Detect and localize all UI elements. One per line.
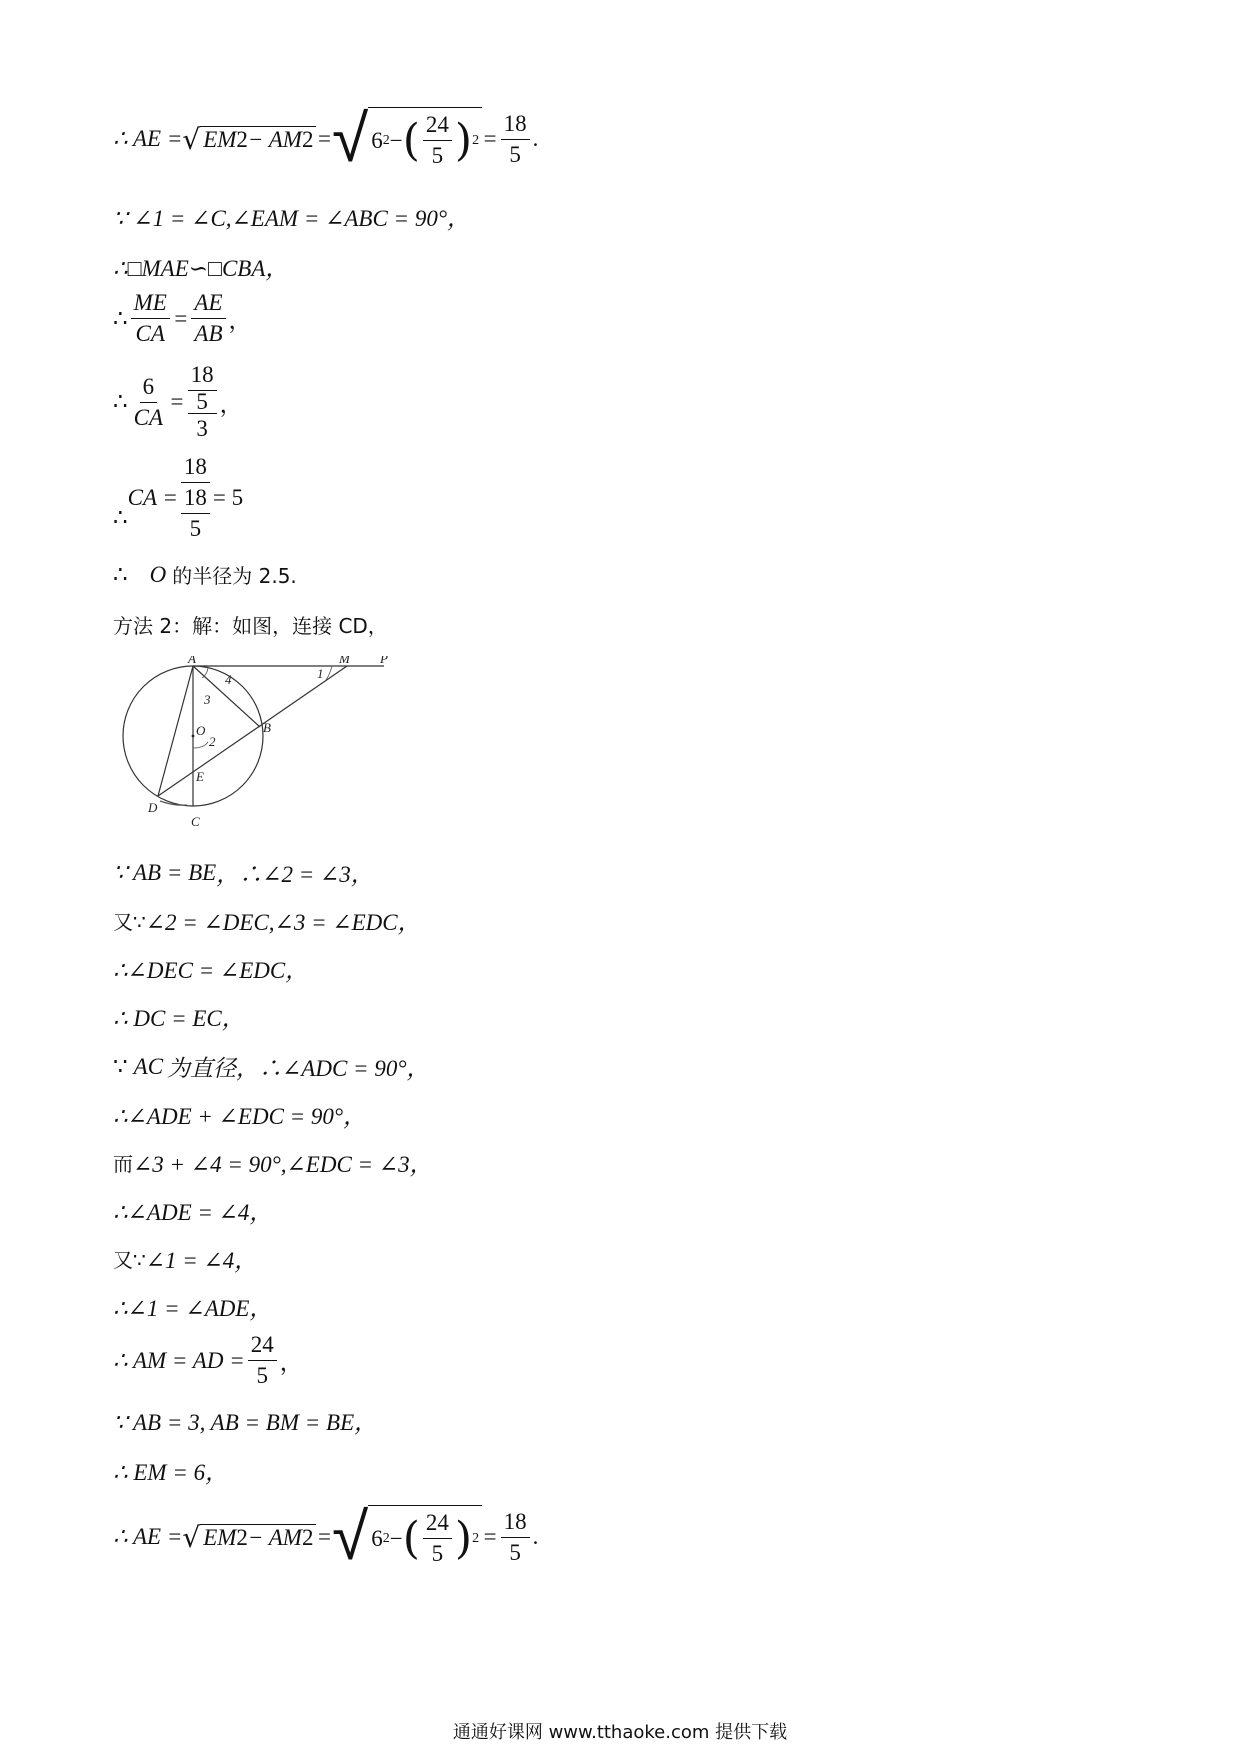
step-substitute: ∴ $\frac{6}{CA}$ = $\frac{\frac{18}{5}}{3}$ ， xyxy=(113,360,243,444)
fraction-18-5-b: $\frac{18}{5}$ xyxy=(501,1507,530,1568)
radical-sign-large: √ xyxy=(332,100,369,177)
label-angle-2: 2 xyxy=(209,734,216,749)
arc-angle-2 xyxy=(193,742,208,748)
step-radius: ∴ O 的半径为 2.5. xyxy=(113,561,297,588)
step-angle-dec: 又∵ ∠2 = ∠DEC,∠3 = ∠EDC， xyxy=(113,910,421,935)
fraction-6-ca: $\frac{6}{CA}$ xyxy=(133,373,164,430)
label-m: M xyxy=(339,656,350,666)
center-dot xyxy=(192,735,195,738)
label-e: E xyxy=(196,769,204,784)
radical-sign: √ xyxy=(182,1520,201,1554)
fraction-24-5-am: $\frac{24}{5}$ xyxy=(248,1330,277,1391)
compound-fraction-ca: $\frac{18}{\frac{18}{5}}$ xyxy=(181,452,210,544)
step-ab-bm-be: ∵ AB = 3, AB = BM = BE， xyxy=(113,1410,378,1435)
segment-dm xyxy=(158,666,347,796)
equation-ae-2: ∴ AE = √ EM 2 − AM 2 = √ 6 2 − ( $\frac{24}{5}$ ) 2 = $\frac{18}{5}$ . xyxy=(113,1498,539,1575)
step-ade-edc: ∴∠ADE + ∠EDC = 90°， xyxy=(113,1104,367,1129)
method-2-heading: 方法 2：解：如图，连接 CD， xyxy=(113,614,388,638)
step-ratio: ∴ $\frac{ME}{CA}$ = $\frac{AE}{AB}$ ， xyxy=(113,288,252,349)
fraction-ae-ab: $\frac{AE}{AB}$ xyxy=(191,288,225,349)
segment-ad xyxy=(158,666,193,796)
sqrt-6-minus: √ 6 2 − ( $\frac{24}{5}$ ) 2 xyxy=(332,106,482,172)
step-ca-value: ∴ CA = $\frac{18}{\frac{18}{5}}$ = 5 xyxy=(113,452,243,544)
radical-sign: √ xyxy=(182,122,201,156)
step-diameter: ∵ AC 为直径，∴∠ADC = 90°， xyxy=(113,1053,430,1081)
step-dc-ec: ∴ DC = EC， xyxy=(113,1006,245,1031)
sqrt-6-minus-2: √ 6 2 − ( $\frac{24}{5}$ ) 2 xyxy=(332,1504,482,1570)
fraction-24-5-b: $\frac{24}{5}$ xyxy=(423,1508,452,1569)
label-angle-1: 1 xyxy=(317,666,324,681)
label-angle-3: 3 xyxy=(204,692,211,707)
step-angle-equal: ∵ ∠1 = ∠C,∠EAM = ∠ABC = 90°， xyxy=(113,206,471,231)
step-em: ∴ EM = 6， xyxy=(113,1460,229,1485)
label-a: A xyxy=(188,656,196,666)
radical-sign-large: √ xyxy=(332,1498,369,1575)
geometry-figure xyxy=(112,656,402,840)
fraction-me-ca: $\frac{ME}{CA}$ xyxy=(131,288,170,349)
equation-ae-1: ∴ AE = √ EM 2 − AM 2 = √ 6 2 − ( $\frac{24}{5}$ ) 2 = $\frac{18}{5}$ . xyxy=(113,100,539,177)
step-angle-1-4: 又∵ ∠1 = ∠4， xyxy=(113,1248,258,1273)
label-angle-4: 4 xyxy=(225,672,232,687)
step-similar-triangles: ∴□MAE∽□CBA， xyxy=(113,256,289,281)
step-dec-edc: ∴∠DEC = ∠EDC， xyxy=(113,958,309,983)
step-angle-1-ade: ∴∠1 = ∠ADE， xyxy=(113,1296,273,1321)
sqrt-em-am: √ EM 2 − AM 2 xyxy=(182,123,316,156)
footer-source: 通通好课网 www.tthaoke.com 提供下载 xyxy=(452,1722,788,1743)
label-b: B xyxy=(263,720,271,735)
compound-fraction: $\frac{\frac{18}{5}}{3}$ xyxy=(188,360,217,444)
step-ade-4: ∴∠ADE = ∠4， xyxy=(113,1200,273,1225)
step-am-ad: ∴ AM = AD = $\frac{24}{5}$ ， xyxy=(113,1330,303,1391)
step-angle-3-4: 而 ∠3 + ∠4 = 90°,∠EDC = ∠3， xyxy=(113,1152,433,1177)
sqrt-em-am-2: √ EM 2 − AM 2 xyxy=(182,1521,316,1554)
label-p: P xyxy=(380,656,388,666)
label-d: D xyxy=(148,800,158,815)
label-o: O xyxy=(196,723,206,738)
label-c: C xyxy=(191,814,200,829)
fraction-18-5: $\frac{18}{5}$ xyxy=(501,109,530,170)
step-ab-be: ∵ AB = BE ，∴∠2 = ∠3， xyxy=(113,859,374,887)
fraction-24-5: $\frac{24}{5}$ xyxy=(423,110,452,171)
